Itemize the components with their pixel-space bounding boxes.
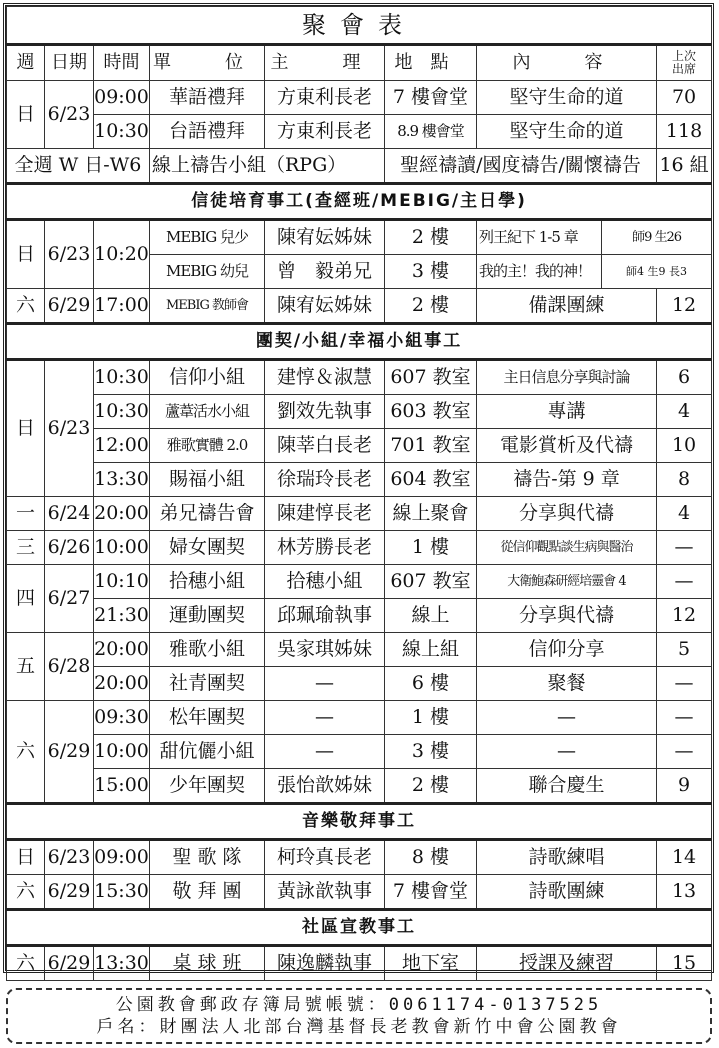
place-cell: 7 樓會堂	[385, 875, 477, 910]
content-cell: 我的主！我的神！	[477, 255, 602, 289]
place-cell: 線上	[385, 599, 477, 633]
header-week: 週	[7, 45, 45, 81]
place-cell: 603 教室	[385, 395, 477, 429]
attendance-cell: —	[657, 531, 712, 565]
content-cell: 從信仰觀點談生病與醫治	[477, 531, 657, 565]
time-cell: 10:30	[94, 115, 150, 149]
table-row	[7, 497, 712, 531]
host-cell: 劉效先執事	[265, 395, 385, 429]
week-cell: 六	[7, 701, 45, 804]
place-cell: 地下室	[385, 946, 477, 981]
header-host: 主 理	[265, 45, 385, 81]
host-cell: 拾穗小組	[265, 565, 385, 599]
period-cell: 全週 W 日-W6	[7, 149, 150, 184]
header-place: 地點	[385, 45, 477, 81]
unit-cell: 婦女團契	[150, 531, 265, 565]
date-cell: 6/29	[45, 701, 94, 804]
time-cell: 20:00	[94, 667, 150, 701]
attendance-cell: —	[657, 565, 712, 599]
host-cell: 徐瑞玲長老	[265, 463, 385, 497]
meeting-schedule-table	[6, 6, 712, 981]
date-cell: 6/26	[45, 531, 94, 565]
host-cell: 張怡歆姊妹	[265, 769, 385, 804]
attendance-cell: 9	[657, 769, 712, 804]
table-row	[7, 395, 712, 429]
time-cell: 15:30	[94, 875, 150, 910]
place-cell: 2 樓	[385, 289, 477, 324]
week-cell: 六	[7, 289, 45, 324]
place-cell: 607 教室	[385, 360, 477, 395]
time-cell: 09:00	[94, 81, 150, 115]
place-cell: 604 教室	[385, 463, 477, 497]
unit-cell: 聖 歌 隊	[150, 840, 265, 875]
place-cell: 607 教室	[385, 565, 477, 599]
attendance-cell: 12	[657, 289, 712, 324]
date-cell: 6/29	[45, 289, 94, 324]
header-attendance-line2: 出席	[672, 62, 697, 76]
bank-account-box	[6, 988, 712, 1044]
header-content: 內 容	[477, 45, 657, 81]
unit-cell: 桌 球 班	[150, 946, 265, 981]
week-cell: 日	[7, 220, 45, 289]
time-cell: 10:30	[94, 360, 150, 395]
host-cell: —	[265, 735, 385, 769]
time-cell: 10:00	[94, 735, 150, 769]
date-cell: 6/27	[45, 565, 94, 633]
unit-cell: 松年團契	[150, 701, 265, 735]
unit-cell: 雅歌實體 2.0	[150, 429, 265, 463]
unit-cell: 華語禮拜	[150, 81, 265, 115]
place-cell: 1 樓	[385, 531, 477, 565]
content-cell: 堅守生命的道	[477, 115, 657, 149]
content-cell: 聖經禱讀/國度禱告/關懷禱告	[385, 149, 657, 184]
table-row	[7, 735, 712, 769]
host-cell: 曾 毅弟兄	[265, 255, 385, 289]
date-cell: 6/23	[45, 360, 94, 497]
place-cell: 2 樓	[385, 769, 477, 804]
attendance-cell: 16 組	[657, 149, 712, 184]
attendance-cell: —	[657, 701, 712, 735]
week-cell: 一	[7, 497, 45, 531]
page-title: 聚會表	[7, 7, 712, 45]
content-cell: 主日信息分享與討論	[477, 360, 657, 395]
unit-cell: 甜伉儷小組	[150, 735, 265, 769]
place-cell: 1 樓	[385, 701, 477, 735]
header-attendance	[657, 45, 712, 81]
week-cell: 四	[7, 565, 45, 633]
time-cell: 10:30	[94, 395, 150, 429]
attendance-cell: 12	[657, 599, 712, 633]
time-cell: 15:00	[94, 769, 150, 804]
unit-cell: 社青團契	[150, 667, 265, 701]
section-music: 音樂敬拜事工	[7, 804, 712, 840]
header-row	[7, 45, 712, 81]
place-cell: 3 樓	[385, 255, 477, 289]
table-row	[7, 875, 712, 910]
content-cell: 分享與代禱	[477, 497, 657, 531]
unit-cell: 雅歌小組	[150, 633, 265, 667]
content-cell: 專講	[477, 395, 657, 429]
time-cell: 13:30	[94, 946, 150, 981]
section-fellowship: 團契/小組/幸福小組事工	[7, 324, 712, 360]
table-row	[7, 840, 712, 875]
unit-cell: MEBIG 幼兒	[150, 255, 265, 289]
table-row	[7, 946, 712, 981]
header-date: 日期	[45, 45, 94, 81]
time-cell: 12:00	[94, 429, 150, 463]
unit-cell: 賜福小組	[150, 463, 265, 497]
attendance-cell: 5	[657, 633, 712, 667]
unit-cell: MEBIG 教師會	[150, 289, 265, 324]
place-cell: 線上組	[385, 633, 477, 667]
unit-cell: 拾穗小組	[150, 565, 265, 599]
week-cell: 三	[7, 531, 45, 565]
host-cell: —	[265, 701, 385, 735]
host-cell: 陳逸麟執事	[265, 946, 385, 981]
table-row	[7, 769, 712, 804]
table-row	[7, 360, 712, 395]
content-cell: 備課團練	[477, 289, 657, 324]
host-cell: 陳宥妘姊妹	[265, 220, 385, 255]
table-row	[7, 667, 712, 701]
attendance-cell: 118	[657, 115, 712, 149]
content-cell: 列王紀下 1-5 章	[477, 220, 602, 255]
week-cell: 五	[7, 633, 45, 701]
table-row	[7, 289, 712, 324]
content-cell: 分享與代禱	[477, 599, 657, 633]
week-cell: 六	[7, 946, 45, 981]
host-cell: 陳宥妘姊妹	[265, 289, 385, 324]
unit-cell: 弟兄禱告會	[150, 497, 265, 531]
place-cell: 7 樓會堂	[385, 81, 477, 115]
date-cell: 6/29	[45, 946, 94, 981]
date-cell: 6/29	[45, 875, 94, 910]
place-cell: 701 教室	[385, 429, 477, 463]
host-cell: 方東利長老	[265, 115, 385, 149]
time-cell: 21:30	[94, 599, 150, 633]
account-name-line: 戶名：財團法人北部台灣基督長老教會新竹中會公園教會	[96, 1017, 622, 1037]
host-cell: 方東利長老	[265, 81, 385, 115]
unit-cell: MEBIG 兒少	[150, 220, 265, 255]
host-cell: 黃詠歆執事	[265, 875, 385, 910]
content-cell: 信仰分享	[477, 633, 657, 667]
attendance-cell: 師9 生26	[602, 220, 712, 255]
account-number-line: 公園教會郵政存簿局號帳號：0061174-0137525	[115, 995, 603, 1015]
table-row	[7, 149, 712, 184]
content-cell: 詩歌練唱	[477, 840, 657, 875]
attendance-cell: 4	[657, 395, 712, 429]
unit-cell: 台語禮拜	[150, 115, 265, 149]
host-cell: 陳莘白長老	[265, 429, 385, 463]
unit-cell: 少年團契	[150, 769, 265, 804]
unit-cell: 蘆葦活水小組	[150, 395, 265, 429]
content-cell: 聚餐	[477, 667, 657, 701]
unit-cell: 敬 拜 團	[150, 875, 265, 910]
time-cell: 20:00	[94, 633, 150, 667]
week-cell: 日	[7, 360, 45, 497]
header-attendance-line1: 上次	[672, 49, 697, 63]
attendance-cell: 13	[657, 875, 712, 910]
attendance-cell: 8	[657, 463, 712, 497]
week-cell: 日	[7, 81, 45, 149]
host-cell: 建惇＆淑慧	[265, 360, 385, 395]
attendance-cell: 4	[657, 497, 712, 531]
content-cell: 電影賞析及代禱	[477, 429, 657, 463]
attendance-cell: 師4 生9 長3	[602, 255, 712, 289]
place-cell: 2 樓	[385, 220, 477, 255]
content-cell: 聯合慶生	[477, 769, 657, 804]
content-cell: —	[477, 701, 657, 735]
table-row	[7, 429, 712, 463]
content-cell: 大衛鮑森研經培靈會 4	[477, 565, 657, 599]
table-row	[7, 565, 712, 599]
table-row	[7, 633, 712, 667]
table-row	[7, 81, 712, 115]
attendance-cell: 6	[657, 360, 712, 395]
unit-cell: 線上禱告小組（RPG）	[150, 149, 385, 184]
place-cell: 6 樓	[385, 667, 477, 701]
place-cell: 8.9 樓會堂	[385, 115, 477, 149]
header-unit: 單 位	[150, 45, 265, 81]
section-community: 社區宣教事工	[7, 910, 712, 946]
content-cell: 堅守生命的道	[477, 81, 657, 115]
content-cell: 禱告-第 9 章	[477, 463, 657, 497]
time-cell: 09:00	[94, 840, 150, 875]
unit-cell: 信仰小組	[150, 360, 265, 395]
unit-cell: 運動團契	[150, 599, 265, 633]
date-cell: 6/28	[45, 633, 94, 701]
table-row	[7, 599, 712, 633]
attendance-cell: —	[657, 667, 712, 701]
host-cell: 林芳勝長老	[265, 531, 385, 565]
header-time: 時間	[94, 45, 150, 81]
host-cell: 陳建惇長老	[265, 497, 385, 531]
date-cell: 6/24	[45, 497, 94, 531]
place-cell: 線上聚會	[385, 497, 477, 531]
host-cell: 吳家琪姊妹	[265, 633, 385, 667]
attendance-cell: 14	[657, 840, 712, 875]
host-cell: 柯玲真長老	[265, 840, 385, 875]
table-row	[7, 463, 712, 497]
place-cell: 3 樓	[385, 735, 477, 769]
host-cell: 邱珮瑜執事	[265, 599, 385, 633]
section-education: 信徒培育事工(查經班/MEBIG/主日學)	[7, 184, 712, 220]
attendance-cell: 15	[657, 946, 712, 981]
time-cell: 17:00	[94, 289, 150, 324]
time-cell: 10:10	[94, 565, 150, 599]
week-cell: 六	[7, 875, 45, 910]
host-cell: —	[265, 667, 385, 701]
table-row	[7, 531, 712, 565]
table-row	[7, 115, 712, 149]
content-cell: 詩歌團練	[477, 875, 657, 910]
table-row	[7, 220, 712, 255]
table-row	[7, 701, 712, 735]
date-cell: 6/23	[45, 81, 94, 149]
time-cell: 10:00	[94, 531, 150, 565]
time-cell: 09:30	[94, 701, 150, 735]
content-cell: 授課及練習	[477, 946, 657, 981]
date-cell: 6/23	[45, 220, 94, 289]
attendance-cell: 10	[657, 429, 712, 463]
time-cell: 20:00	[94, 497, 150, 531]
week-cell: 日	[7, 840, 45, 875]
time-cell: 10:20	[94, 220, 150, 289]
date-cell: 6/23	[45, 840, 94, 875]
attendance-cell: 70	[657, 81, 712, 115]
time-cell: 13:30	[94, 463, 150, 497]
content-cell: —	[477, 735, 657, 769]
place-cell: 8 樓	[385, 840, 477, 875]
attendance-cell: —	[657, 735, 712, 769]
